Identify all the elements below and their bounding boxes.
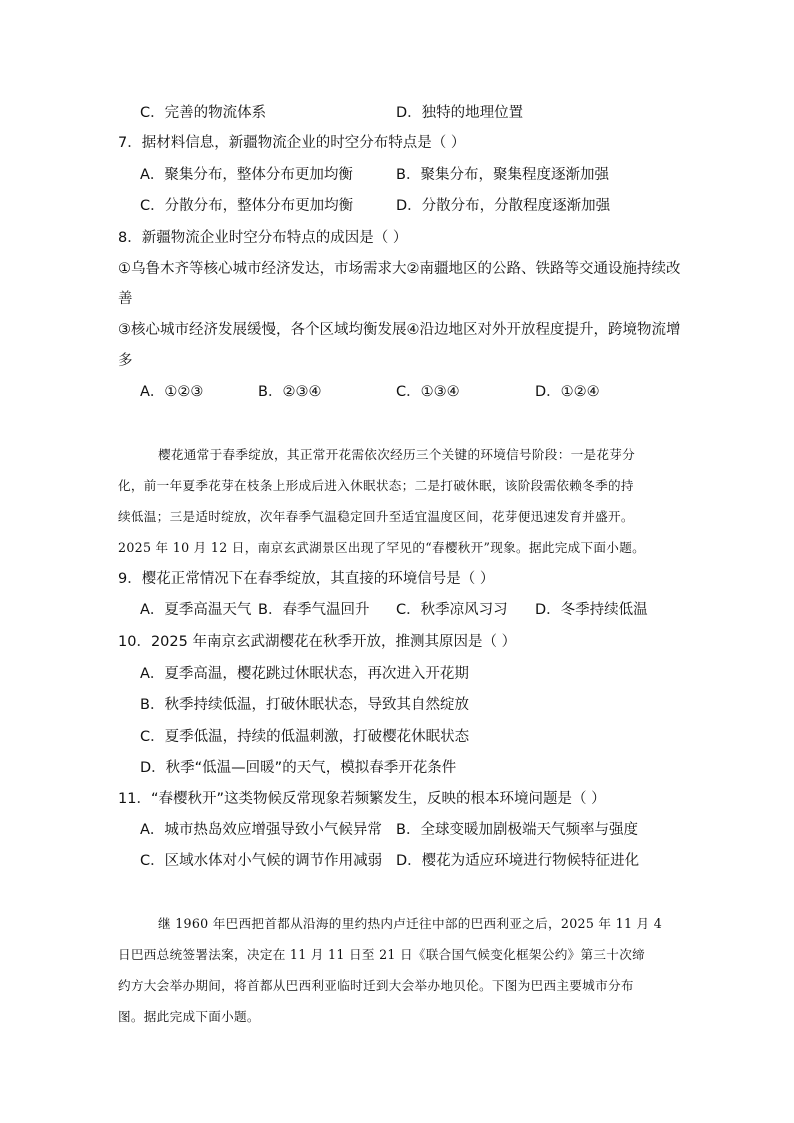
q9-option-c: C．秋季凉风习习: [396, 602, 508, 618]
q8-option-a: A．①②③: [140, 384, 204, 400]
q7-option-d: D．分散分布，分散程度逐渐加强: [396, 198, 611, 214]
material2-line-3: 约方大会举办期间，将首都从巴西利亚临时迁到大会举办地贝伦。下图为巴西主要城市分布: [118, 978, 634, 993]
q10-option-c: C．夏季低温，持续的低温刺激，打破樱花休眠状态: [140, 729, 470, 745]
q8-statement-1-wrap: 善: [118, 291, 133, 307]
material1-line-4: 2025 年 10 月 12 日，南京玄武湖景区出现了罕见的“春樱秋开”现象。据此完成下面小题。: [118, 540, 645, 555]
material2-line-1: 继 1960 年巴西把首都从沿海的里约热内卢迁往中部的巴西利亚之后，2025 年 11 月 4: [158, 916, 663, 931]
q7-option-a: A．聚集分布，整体分布更加均衡: [140, 167, 353, 183]
q8-statement-1: ①乌鲁木齐等核心城市经济发达，市场需求大②南疆地区的公路、铁路等交通设施持续改: [118, 261, 681, 277]
material2-line-2: 日巴西总统签署法案，决定在 11 月 11 日至 21 日《联合国气候变化框架公约》第三十次缔: [118, 947, 645, 962]
q7-stem: 7．据材料信息，新疆物流企业的时空分布特点是（ ）: [118, 135, 466, 151]
q8-option-b: B．②③④: [258, 384, 322, 400]
q11-option-b: B．全球变暖加剧极端天气频率与强度: [396, 822, 638, 838]
material1-line-2: 化，前一年夏季花芽在枝条上形成后进入休眠状态；二是打破休眠，该阶段需依赖冬季的持: [118, 478, 634, 493]
q9-option-a: A．夏季高温天气: [140, 602, 252, 618]
q8-statement-2: ③核心城市经济发展缓慢，各个区域均衡发展④沿边地区对外开放程度提升，跨境物流增: [118, 322, 681, 338]
q10-option-a: A．夏季高温，樱花跳过休眠状态，再次进入开花期: [140, 666, 469, 682]
q7-option-b: B．聚集分布，聚集程度逐渐加强: [396, 167, 609, 183]
q10-stem: 10．2025 年南京玄武湖樱花在秋季开放，推测其原因是（ ）: [118, 634, 517, 650]
q11-option-d: D．樱花为适应环境进行物候特征进化: [396, 853, 640, 869]
material1-line-3: 续低温；三是适时绽放，次年春季气温稳定回升至适宜温度区间，花芽便迅速发育并盛开。: [118, 509, 634, 524]
q9-option-d: D．冬季持续低温: [535, 602, 648, 618]
q8-statement-2-wrap: 多: [118, 353, 133, 369]
material1-line-1: 樱花通常于春季绽放，其正常开花需依次经历三个关键的环境信号阶段：一是花芽分: [158, 447, 636, 462]
q10-option-d: D．秋季“低温—回暖”的天气，模拟春季开花条件: [140, 760, 457, 776]
q9-option-b: B．春季气温回升: [258, 602, 370, 618]
q11-option-a: A．城市热岛效应增强导致小气候异常: [140, 822, 382, 838]
material2-line-4: 图。据此完成下面小题。: [118, 1009, 260, 1024]
q7-option-c: C．分散分布，整体分布更加均衡: [140, 198, 354, 214]
q11-stem: 11．“春樱秋开”这类物候反常现象若频繁发生，反映的根本环境问题是（ ）: [118, 791, 606, 807]
q8-option-c: C．①③④: [396, 384, 460, 400]
q6-option-c: C．完善的物流体系: [140, 105, 267, 121]
q8-stem: 8．新疆物流企业时空分布特点的成因是（ ）: [118, 230, 408, 246]
q6-option-d: D．独特的地理位置: [396, 105, 524, 121]
q10-option-b: B．秋季持续低温，打破休眠状态，导致其自然绽放: [140, 697, 469, 713]
q8-option-d: D．①②④: [535, 384, 600, 400]
q11-option-c: C．区域水体对小气候的调节作用减弱: [140, 853, 383, 869]
q9-stem: 9．樱花正常情况下在春季绽放，其直接的环境信号是（ ）: [118, 571, 495, 587]
